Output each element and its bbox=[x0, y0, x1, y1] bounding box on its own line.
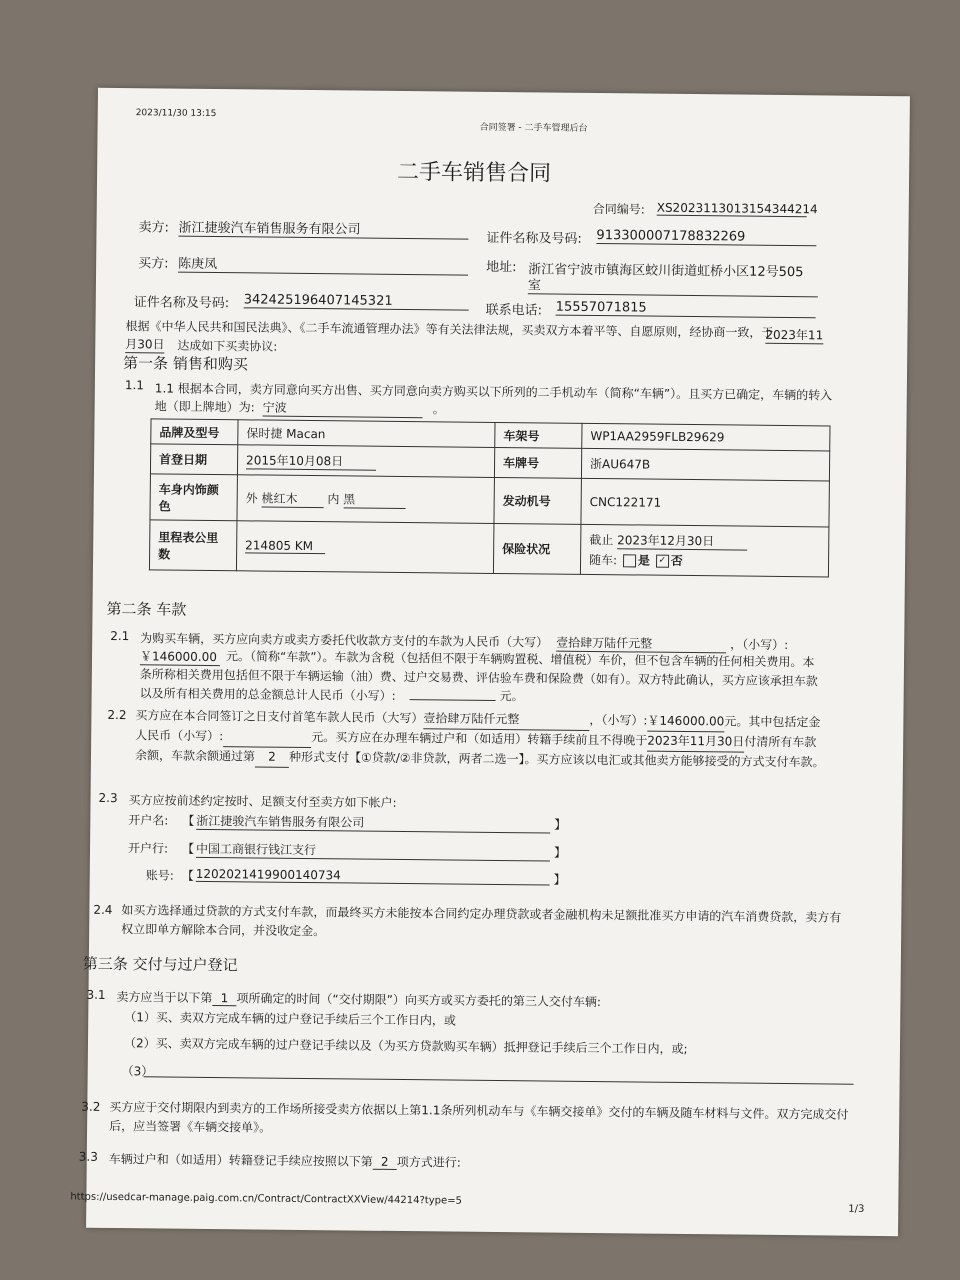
acct-name-value: 浙江捷骏汽车销售服务有限公司 bbox=[196, 812, 550, 834]
bank-rb: 】 bbox=[553, 845, 567, 860]
brand-label: 品牌及型号 bbox=[151, 419, 238, 445]
p21-total-blank bbox=[410, 685, 496, 701]
p32-num: 3.2 bbox=[81, 1099, 101, 1114]
yes-checkbox[interactable] bbox=[623, 554, 636, 567]
acct-no-value: 1202021419900140734 bbox=[196, 867, 550, 886]
brand-value: 保时捷 Macan bbox=[238, 420, 495, 448]
int-label: 内 bbox=[327, 491, 340, 506]
acct-no-rb: 】 bbox=[553, 872, 566, 887]
plate-label: 车牌号 bbox=[494, 447, 581, 478]
insurance-cell bbox=[580, 524, 829, 577]
ext-value: 桃红木 bbox=[261, 489, 323, 508]
acct-name-label: 开户名: bbox=[128, 813, 169, 828]
article3-title: 第三条 交付与过户登记 bbox=[82, 954, 238, 975]
bank-value: 中国工商银行钱江支行 bbox=[196, 840, 550, 862]
p22-body bbox=[135, 706, 826, 773]
delivery-option-3: （3） bbox=[121, 1064, 154, 1079]
p22-d: 付清所有车款余额，车款余额通过第 bbox=[134, 734, 817, 764]
reg-label: 首登日期 bbox=[150, 444, 237, 475]
document-title: 二手车销售合同 bbox=[396, 159, 552, 187]
p22-num: 2.2 bbox=[107, 707, 127, 723]
p23-num: 2.3 bbox=[98, 790, 118, 806]
insurance-date: 2023年12月30日 bbox=[617, 531, 747, 550]
no-label: 否 bbox=[670, 553, 683, 568]
address-line2: 室 bbox=[528, 274, 818, 297]
p24-num: 2.4 bbox=[93, 902, 113, 917]
article1-num: 1.1 bbox=[124, 378, 145, 393]
p31-num: 3.1 bbox=[86, 987, 106, 1002]
system-title: 合同签署 - 二手车管理后台 bbox=[479, 122, 588, 134]
article1-text: 1.1 根据本合同，卖方同意向买方出售、买方同意向卖方购买以下所列的二手机动车（简称“车辆”）。且买方已确定，车辆的转入 bbox=[154, 381, 833, 403]
acct-no-lb: 【 bbox=[181, 868, 194, 883]
seller-value: 浙江捷骏汽车销售服务有限公司 bbox=[178, 217, 468, 240]
insurance-prefix: 截止 bbox=[589, 532, 614, 548]
bank-lb: 【 bbox=[181, 841, 195, 856]
plate-value: 浙AU647B bbox=[581, 448, 829, 481]
p22-amount: ￥146000.00 bbox=[647, 712, 724, 733]
acct-no-label: 账号: bbox=[145, 868, 174, 883]
delivery-option-2: （2）买、卖双方完成车辆的过户登记手续以及（为买方贷款购买车辆）抵押登记手续后三个工作日内，或; bbox=[123, 1036, 688, 1057]
vehicle-info-table bbox=[149, 418, 831, 577]
int-value: 黑 bbox=[343, 490, 405, 509]
p21-num: 2.1 bbox=[110, 628, 130, 644]
p22-c: 元。买方应在办理车辆过户和（如适用）转籍手续前且不得晚于 bbox=[311, 730, 648, 748]
address-line1: 浙江省宁波市镇海区蛟川街道虹桥小区12号505 bbox=[528, 262, 804, 281]
buyer-label: 买方: bbox=[138, 256, 169, 272]
intro-date-b: 月30日 bbox=[125, 337, 165, 352]
contract-no-label: 合同编号: bbox=[592, 201, 645, 217]
no-checkbox[interactable]: ✓ bbox=[656, 555, 669, 568]
p31-a: 卖方应当于以下第 bbox=[116, 990, 213, 1006]
article1-end: 。 bbox=[432, 402, 445, 417]
article1-line2: 地（即上牌地）为: bbox=[154, 399, 255, 415]
footer-url: https://usedcar-manage.paig.com.cn/Contract/ContractXXView/44214?type=5 bbox=[70, 1191, 462, 1207]
mileage-value: 214805 KM bbox=[245, 538, 325, 554]
with-car-row bbox=[589, 551, 820, 570]
ext-label: 外 bbox=[245, 490, 258, 505]
p22-date: 2023年11月30日 bbox=[647, 732, 744, 753]
delivery-option-1: （1）买、卖双方完成车辆的过户登记手续后三个工作日内，或 bbox=[124, 1010, 456, 1028]
p21-amount: ￥146000.00 bbox=[140, 647, 220, 666]
color-label: 车身内饰颜色 bbox=[150, 474, 237, 521]
insurance-date-row bbox=[589, 531, 820, 551]
p22-deposit-blank bbox=[223, 727, 311, 748]
p32-text: 买方应于交付期限内到卖方的工作场所接受卖方依据以上第1.1条所列机动车与《车辆交接单》交付的车辆及随车材料与文件。双方完成交付后，应当签署《车辆交接单》。 bbox=[109, 1099, 849, 1135]
phone-label: 联系电话: bbox=[485, 302, 543, 319]
intro-text: 根据《中华人民共和国民法典》、《二手车流通管理办法》等有关法律法规，买卖双方本着平等、自愿原则，经协商一致，于 bbox=[125, 319, 774, 340]
p22-e: 种形式支付【①贷款/②非贷款，两者二选一】。买方应该以电汇或其他卖方能够接受的方式支付车款。 bbox=[288, 749, 825, 770]
contract-no-value: XS2023113013154344214 bbox=[656, 200, 818, 217]
buyer-id-value: 342425196407145321 bbox=[244, 292, 469, 310]
address-label: 地址: bbox=[486, 259, 517, 276]
engine-label: 发动机号 bbox=[494, 477, 581, 524]
vin-label: 车架号 bbox=[495, 422, 582, 448]
seller-label: 卖方: bbox=[138, 220, 169, 236]
p21-a: 为购买车辆，买方应向卖方或卖方委托代收款方支付的车款为人民币（大写） bbox=[140, 631, 549, 650]
print-timestamp: 2023/11/30 13:15 bbox=[135, 108, 217, 120]
bank-label: 开户行: bbox=[127, 841, 169, 856]
seller-id-value: 913300007178832269 bbox=[596, 228, 816, 246]
mileage-cell bbox=[236, 521, 494, 574]
buyer-id-label: 证件名称及号码: bbox=[133, 295, 230, 312]
p22-a: 买方应在本合同签订之日支付首笔车款人民币（大写） bbox=[135, 708, 424, 726]
vin-value: WP1AA2959FLB29629 bbox=[582, 423, 830, 451]
intro-tail: 达成如下买卖协议: bbox=[177, 338, 278, 354]
p33-a: 车辆过户和（如适用）转籍登记手续应按照以下第 bbox=[108, 1151, 373, 1169]
p33-num: 3.3 bbox=[78, 1149, 98, 1164]
p24-text: 如买方选择通过贷款的方式支付车款，而最终买方未能按本合同约定办理贷款或者金融机构未足额批准买方申请的汽车消费贷款，卖方有权立即单方解除本合同，并没收定金。 bbox=[121, 903, 842, 939]
buyer-value: 陈庚凤 bbox=[178, 253, 468, 276]
mileage-label: 里程表公里数 bbox=[149, 520, 237, 571]
p21-c: 元。 bbox=[499, 689, 524, 704]
p23-text: 买方应按前述约定按时、足额支付至卖方如下帐户: bbox=[128, 793, 397, 810]
with-car-label: 随车: bbox=[589, 552, 618, 568]
p21-body: 元。（简称“车款”）。车款为含税（包括但不限于车辆购置税、增值税）车价，但不包含车辆的任何相关费用。本条所称相关费用包括但不限于车辆运输（油）费、过户交易费、评估验车费和保险费（如有）。双方特此确认，买方应该承担车款以及所有相关费用的总金额总计人民币（小写）: bbox=[139, 649, 818, 703]
yes-label: 是 bbox=[637, 553, 651, 568]
p22-method: 2 bbox=[255, 747, 289, 767]
engine-value: CNC122171 bbox=[581, 478, 829, 527]
p22-b: 元。其中包括定金人民币（小写）: bbox=[135, 714, 821, 744]
p33-sel: 2 bbox=[373, 1155, 397, 1170]
contract-page bbox=[70, 88, 910, 1236]
p31-line bbox=[116, 988, 601, 1010]
page-number: 1/3 bbox=[848, 1203, 865, 1215]
seller-id-label: 证件名称及号码: bbox=[486, 230, 582, 247]
p33-b: 项方式进行: bbox=[396, 1154, 461, 1170]
acct-name-rb: 】 bbox=[554, 817, 567, 832]
intro-date-a: 2023年11 bbox=[765, 326, 823, 345]
article1-place: 宁波 bbox=[263, 399, 423, 419]
delivery-option-3-blank bbox=[144, 1062, 854, 1084]
article1-title: 第一条 销售和购买 bbox=[123, 354, 248, 374]
p31-b: 项所确定的时间（“交付期限”）向买方或买方委托的第三人交付车辆: bbox=[236, 991, 602, 1010]
reg-cell bbox=[237, 445, 494, 478]
insurance-label: 保险状况 bbox=[493, 523, 581, 574]
color-cell bbox=[237, 475, 494, 524]
reg-value: 2015年10月08日 bbox=[246, 451, 376, 470]
p31-sel: 1 bbox=[212, 991, 236, 1006]
p21-upper: 壹拾肆万陆仟元整 bbox=[556, 634, 726, 654]
article2-title: 第二条 车款 bbox=[106, 599, 187, 619]
phone-value: 15557071815 bbox=[556, 300, 816, 319]
p21-small-label: ，（小写）: bbox=[730, 637, 789, 653]
p22-small: ，（小写）: bbox=[589, 712, 648, 728]
acct-name-lb: 【 bbox=[182, 813, 195, 828]
p22-upper: 壹拾肆万陆仟元整 bbox=[423, 709, 589, 731]
p33-line bbox=[109, 1150, 461, 1171]
